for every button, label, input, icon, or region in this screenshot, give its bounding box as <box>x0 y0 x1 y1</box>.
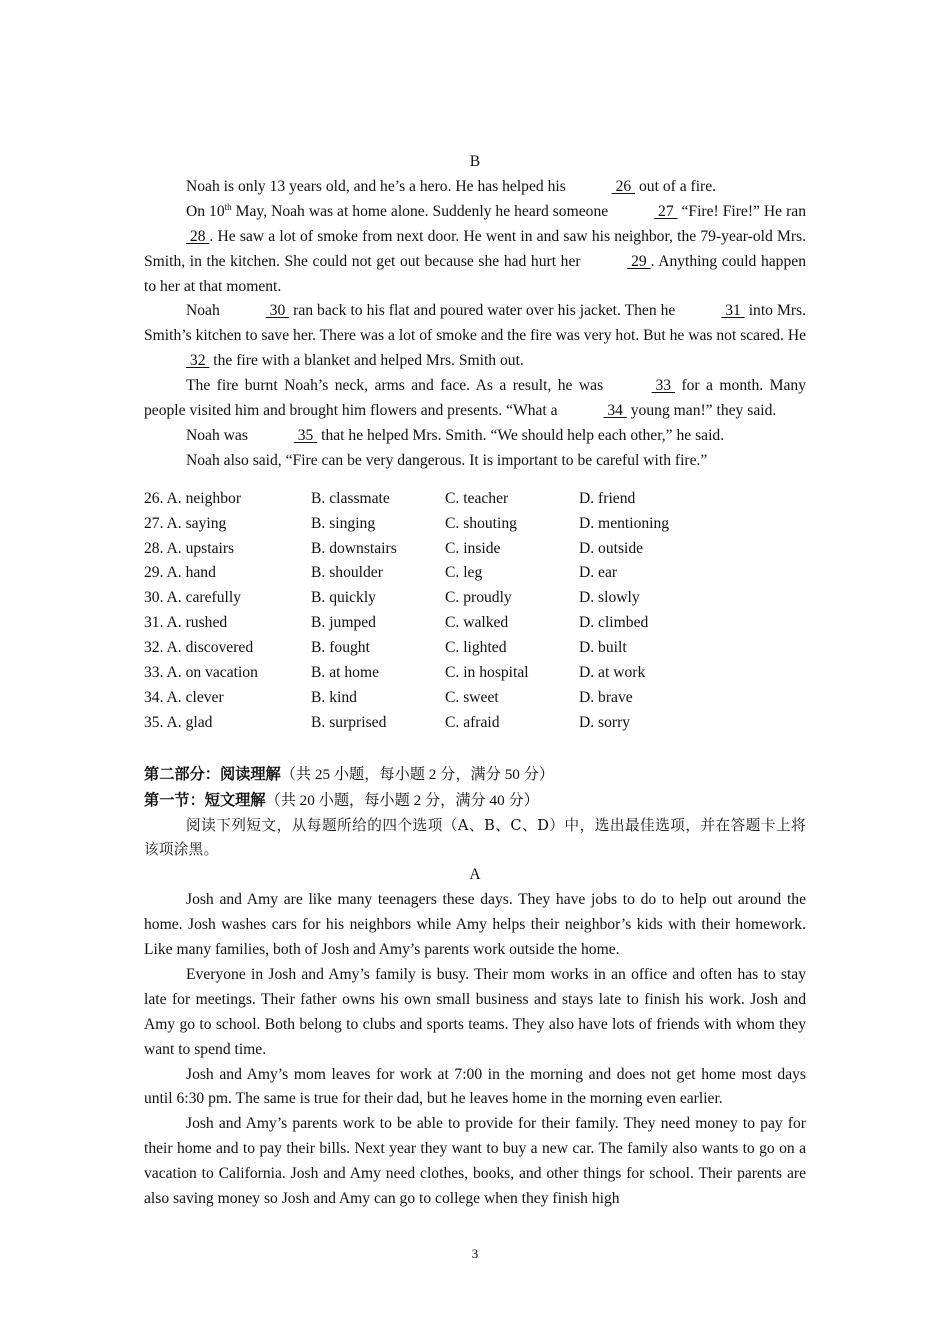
text: Noah is only 13 years old, and he’s a hero. He has helped his <box>186 177 570 195</box>
passage-b-paragraph <box>144 200 806 300</box>
option-b: B. jumped <box>311 614 376 632</box>
blank-31: 31 <box>721 302 745 320</box>
option-c: C. sweet <box>445 688 499 706</box>
passage-b-paragraph <box>144 299 806 374</box>
option-b: B. classmate <box>311 489 390 507</box>
passage-a-paragraph: Everyone in Josh and Amy’s family is busy. Their mom works in an office and often has to stay late for meetings. Their father owns his own small business and stays late to finish his work. Josh and Amy go to school. Both belong to clubs and sports teams. They also have lots of friends with whom they want to spend time. <box>144 965 806 1058</box>
passage-a-paragraph: Josh and Amy are like many teenagers these days. They have jobs to do to help out around the home. Josh washes cars for his neighbors while Amy helps their neighbor’s kids with their homework. Like many families, both of Josh and Amy’s parents work outside the home. <box>144 891 806 959</box>
option-b: B. kind <box>311 688 357 706</box>
option-c: C. walked <box>445 614 509 632</box>
text: for a month. Many people visited him and brought him flowers and presents. “What a <box>144 377 806 420</box>
options-table <box>144 487 806 736</box>
option-a: 29. A. hand <box>144 564 216 582</box>
option-c: C. in hospital <box>445 664 529 682</box>
option-row <box>144 586 806 611</box>
text: （共 25 小题，每小题 2 分，满分 50 分） <box>280 765 555 783</box>
option-row <box>144 636 806 661</box>
text: out of a fire. <box>635 177 717 195</box>
text: 第一节：短文理解 <box>144 790 266 809</box>
option-b: B. downstairs <box>311 539 397 557</box>
text: Noah <box>186 302 224 320</box>
section1-title <box>144 788 806 814</box>
blank-26: 26 <box>611 177 636 195</box>
passage-a-paragraph: Josh and Amy’s mom leaves for work at 7:00 in the morning and does not get home most days until 6:30 pm. The same is true for their dad, but he leaves home in the morning even earlier. <box>144 1065 806 1108</box>
option-d: D. built <box>579 639 627 657</box>
text: Noah was <box>186 426 252 444</box>
option-row <box>144 686 806 711</box>
part2-title <box>144 762 806 788</box>
passage-a-paragraph: Josh and Amy’s parents work to be able to provide for their family. They need money to pay for their home and to pay their bills. Next year they want to buy a new car. The family also wants to go on a vacation to California. Josh and Amy need clothes, books, and other things for school. Their parents are also saving money so Josh and Amy can go to college when they finish high <box>144 1115 806 1208</box>
part2-header <box>144 762 806 864</box>
option-c: C. teacher <box>445 489 509 507</box>
option-d: D. at work <box>579 664 646 682</box>
option-d: D. outside <box>579 539 644 557</box>
option-row <box>144 611 806 636</box>
option-a: 34. A. clever <box>144 688 224 706</box>
option-b: B. singing <box>311 514 376 532</box>
option-row <box>144 661 806 686</box>
passage-b-paragraph <box>144 175 806 200</box>
option-row <box>144 487 806 512</box>
option-b: B. at home <box>311 664 379 682</box>
text: 第二部分：阅读理解 <box>144 764 281 783</box>
option-row <box>144 561 806 586</box>
option-b: B. fought <box>311 639 370 657</box>
text: “Fire! Fire!” He ran <box>677 202 806 220</box>
passage-b-paragraph: Noah also said, “Fire can be very dangerous. It is important to be careful with fire.” <box>186 451 708 469</box>
blank-32: 32 <box>186 352 210 370</box>
instructions: 阅读下列短文，从每题所给的四个选项（A、B、C、D）中，选出最佳选项，并在答题卡上将该项涂黑。 <box>144 816 806 859</box>
blank-29: 29 <box>627 252 651 270</box>
option-a: 35. A. glad <box>144 713 213 731</box>
option-row <box>144 711 806 736</box>
passage-a-heading: A <box>469 866 481 884</box>
option-d: D. sorry <box>579 713 631 731</box>
option-d: D. friend <box>579 489 636 507</box>
page-body <box>144 150 806 1212</box>
option-c: C. leg <box>445 564 483 582</box>
text: . Anything could happen to her at that moment. <box>144 252 806 295</box>
option-c: C. afraid <box>445 713 500 731</box>
blank-28: 28 <box>186 227 210 245</box>
text: the fire with a blanket and helped Mrs. Smith out. <box>209 352 524 370</box>
option-a: 31. A. rushed <box>144 614 228 632</box>
option-d: D. brave <box>579 688 633 706</box>
option-a: 33. A. on vacation <box>144 664 258 682</box>
passage-b-paragraph <box>144 424 806 449</box>
option-c: C. inside <box>445 539 501 557</box>
blank-33: 33 <box>651 377 675 395</box>
text: The fire burnt Noah’s neck, arms and face. As a result, he was <box>186 377 610 395</box>
option-b: B. surprised <box>311 713 387 731</box>
blank-27: 27 <box>654 202 678 220</box>
option-a: 27. A. saying <box>144 514 227 532</box>
superscript: th <box>224 201 232 212</box>
text: On 10 <box>186 202 225 220</box>
text: that he helped Mrs. Smith. “We should help each other,” he said. <box>317 426 725 444</box>
option-row <box>144 537 806 562</box>
passage-b-paragraph <box>144 374 806 424</box>
text: young man!” they said. <box>626 402 777 420</box>
text: into Mrs. Smith’s kitchen to save her. There was a lot of smoke and the fire was very hot. But he was not scared. He <box>144 302 806 345</box>
option-d: D. ear <box>579 564 618 582</box>
option-c: C. lighted <box>445 639 507 657</box>
passage-b-heading: B <box>469 153 481 170</box>
option-a: 30. A. carefully <box>144 589 241 607</box>
option-d: D. slowly <box>579 589 640 607</box>
option-b: B. quickly <box>311 589 376 607</box>
text: ran back to his flat and poured water over his jacket. Then he <box>289 302 680 320</box>
page-number: 3 <box>471 1246 479 1261</box>
text: （共 20 小题，每小题 2 分，满分 40 分） <box>265 791 539 809</box>
text: . He saw a lot of smoke from next door. He went in and saw his neighbor, the 79-year-old Mrs. Smith, in the kitchen. She could not get out because she had hurt her <box>144 227 806 270</box>
option-row <box>144 512 806 537</box>
option-a: 32. A. discovered <box>144 639 254 657</box>
text: May, Noah was at home alone. Suddenly he heard someone <box>231 202 613 220</box>
option-d: D. mentioning <box>579 514 670 532</box>
blank-35: 35 <box>293 426 318 444</box>
blank-34: 34 <box>603 402 627 420</box>
option-a: 26. A. neighbor <box>144 489 242 507</box>
option-c: C. proudly <box>445 589 512 607</box>
blank-30: 30 <box>265 302 290 320</box>
option-c: C. shouting <box>445 514 517 532</box>
option-d: D. climbed <box>579 614 649 632</box>
option-a: 28. A. upstairs <box>144 539 235 557</box>
option-b: B. shoulder <box>311 564 383 582</box>
